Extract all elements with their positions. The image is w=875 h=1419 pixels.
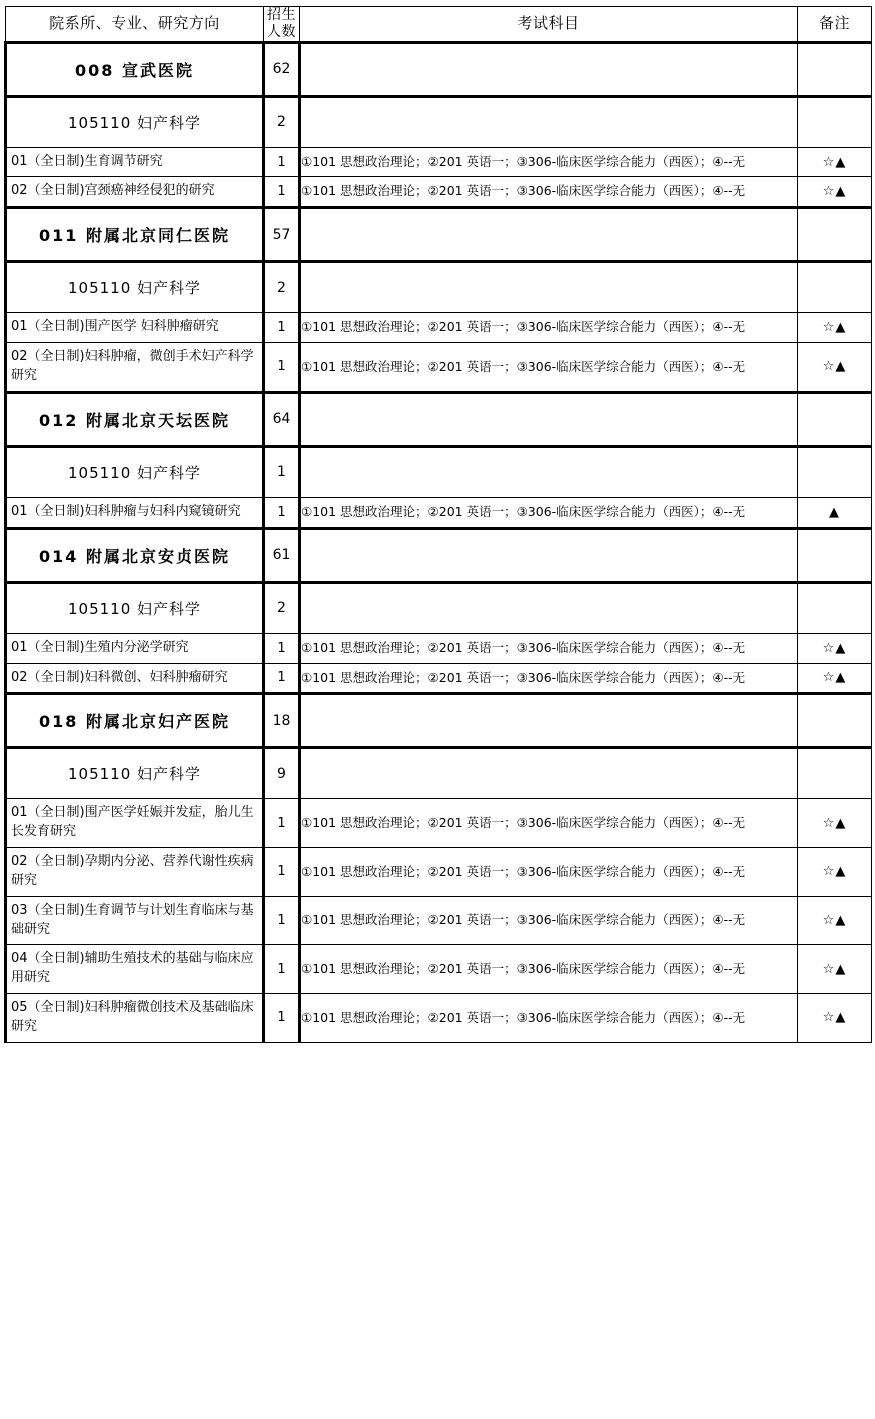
research-count: 1 (264, 633, 300, 663)
remark-badge: ☆▲ (798, 177, 872, 208)
major-name: 105110 妇产科学 (6, 262, 264, 313)
table-row (6, 343, 872, 393)
research-count: 1 (264, 945, 300, 994)
table-row (6, 896, 872, 945)
table-header-row (6, 7, 872, 43)
institution-subjects (300, 392, 798, 446)
research-direction: 01（全日制)生殖内分泌学研究 (6, 633, 264, 663)
remark-badge: ☆▲ (798, 147, 872, 177)
exam-subjects: ①101 思想政治理论；②201 英语一；③306-临床医学综合能力（西医）；④--无 (300, 663, 798, 694)
remark-badge: ☆▲ (798, 313, 872, 343)
major-row (6, 748, 872, 799)
research-direction: 03（全日制)生育调节与计划生育临床与基础研究 (6, 896, 264, 945)
major-row (6, 582, 872, 633)
remark-badge: ☆▲ (798, 945, 872, 994)
research-direction: 01（全日制)围产医学 妇科肿瘤研究 (6, 313, 264, 343)
table-row (6, 799, 872, 848)
exam-subjects: ①101 思想政治理论；②201 英语一；③306-临床医学综合能力（西医）；④--无 (300, 799, 798, 848)
header-note: 备注 (798, 7, 872, 43)
institution-name: 008 宣武医院 (6, 42, 264, 96)
research-count: 1 (264, 147, 300, 177)
remark-badge: ☆▲ (798, 343, 872, 393)
institution-row (6, 208, 872, 262)
table-row (6, 497, 872, 528)
institution-subjects (300, 42, 798, 96)
research-direction: 04（全日制)辅助生殖技术的基础与临床应用研究 (6, 945, 264, 994)
remark-badge: ☆▲ (798, 848, 872, 897)
research-direction: 02（全日制)宫颈癌神经侵犯的研究 (6, 177, 264, 208)
research-direction: 02（全日制)孕期内分泌、营养代谢性疾病研究 (6, 848, 264, 897)
exam-subjects: ①101 思想政治理论；②201 英语一；③306-临床医学综合能力（西医）；④--无 (300, 994, 798, 1043)
table-row (6, 177, 872, 208)
major-count: 9 (264, 748, 300, 799)
research-direction: 01（全日制)围产医学妊娠并发症，胎儿生长发育研究 (6, 799, 264, 848)
table-row (6, 848, 872, 897)
research-count: 1 (264, 799, 300, 848)
institution-count: 57 (264, 208, 300, 262)
admission-catalog-table (4, 6, 872, 1043)
institution-name: 012 附属北京天坛医院 (6, 392, 264, 446)
research-direction: 01（全日制)生育调节研究 (6, 147, 264, 177)
header-direction: 院系所、专业、研究方向 (6, 7, 264, 43)
major-subjects (300, 446, 798, 497)
table-row (6, 994, 872, 1043)
major-row (6, 446, 872, 497)
exam-subjects: ①101 思想政治理论；②201 英语一；③306-临床医学综合能力（西医）；④--无 (300, 945, 798, 994)
institution-note (798, 528, 872, 582)
table-row (6, 313, 872, 343)
exam-subjects: ①101 思想政治理论；②201 英语一；③306-临床医学综合能力（西医）；④--无 (300, 633, 798, 663)
major-subjects (300, 262, 798, 313)
header-count-line2: 人数 (267, 23, 296, 40)
header-count (264, 7, 300, 43)
institution-note (798, 42, 872, 96)
major-name: 105110 妇产科学 (6, 748, 264, 799)
research-count: 1 (264, 896, 300, 945)
research-count: 1 (264, 343, 300, 393)
institution-count: 61 (264, 528, 300, 582)
major-count: 2 (264, 262, 300, 313)
remark-badge: ☆▲ (798, 633, 872, 663)
research-direction: 02（全日制)妇科微创、妇科肿瘤研究 (6, 663, 264, 694)
research-count: 1 (264, 848, 300, 897)
institution-row (6, 528, 872, 582)
exam-subjects: ①101 思想政治理论；②201 英语一；③306-临床医学综合能力（西医）；④--无 (300, 147, 798, 177)
institution-note (798, 208, 872, 262)
major-count: 2 (264, 96, 300, 147)
institution-note (798, 392, 872, 446)
institution-row (6, 392, 872, 446)
research-direction: 05（全日制)妇科肿瘤微创技术及基础临床研究 (6, 994, 264, 1043)
exam-subjects: ①101 思想政治理论；②201 英语一；③306-临床医学综合能力（西医）；④--无 (300, 177, 798, 208)
header-subjects: 考试科目 (300, 7, 798, 43)
major-name: 105110 妇产科学 (6, 582, 264, 633)
research-direction: 02（全日制)妇科肿瘤，微创手术妇产科学研究 (6, 343, 264, 393)
major-note (798, 262, 872, 313)
major-note (798, 748, 872, 799)
major-note (798, 96, 872, 147)
major-note (798, 446, 872, 497)
institution-row (6, 694, 872, 748)
major-row (6, 96, 872, 147)
remark-badge: ☆▲ (798, 896, 872, 945)
institution-count: 62 (264, 42, 300, 96)
remark-badge: ☆▲ (798, 663, 872, 694)
institution-name: 018 附属北京妇产医院 (6, 694, 264, 748)
table-row (6, 147, 872, 177)
major-subjects (300, 748, 798, 799)
institution-note (798, 694, 872, 748)
major-row (6, 262, 872, 313)
institution-name: 011 附属北京同仁医院 (6, 208, 264, 262)
institution-row (6, 42, 872, 96)
institution-count: 64 (264, 392, 300, 446)
exam-subjects: ①101 思想政治理论；②201 英语一；③306-临床医学综合能力（西医）；④--无 (300, 497, 798, 528)
institution-subjects (300, 528, 798, 582)
institution-subjects (300, 208, 798, 262)
major-subjects (300, 96, 798, 147)
table-row (6, 945, 872, 994)
institution-count: 18 (264, 694, 300, 748)
table-row (6, 633, 872, 663)
research-count: 1 (264, 497, 300, 528)
exam-subjects: ①101 思想政治理论；②201 英语一；③306-临床医学综合能力（西医）；④--无 (300, 313, 798, 343)
remark-badge: ☆▲ (798, 799, 872, 848)
major-name: 105110 妇产科学 (6, 96, 264, 147)
major-note (798, 582, 872, 633)
remark-badge: ▲ (798, 497, 872, 528)
header-count-line1: 招生 (267, 7, 296, 23)
research-count: 1 (264, 994, 300, 1043)
table-row (6, 663, 872, 694)
exam-subjects: ①101 思想政治理论；②201 英语一；③306-临床医学综合能力（西医）；④--无 (300, 896, 798, 945)
institution-subjects (300, 694, 798, 748)
major-count: 1 (264, 446, 300, 497)
research-direction: 01（全日制)妇科肿瘤与妇科内窥镜研究 (6, 497, 264, 528)
research-count: 1 (264, 313, 300, 343)
remark-badge: ☆▲ (798, 994, 872, 1043)
major-name: 105110 妇产科学 (6, 446, 264, 497)
exam-subjects: ①101 思想政治理论；②201 英语一；③306-临床医学综合能力（西医）；④--无 (300, 343, 798, 393)
major-count: 2 (264, 582, 300, 633)
exam-subjects: ①101 思想政治理论；②201 英语一；③306-临床医学综合能力（西医）；④--无 (300, 848, 798, 897)
institution-name: 014 附属北京安贞医院 (6, 528, 264, 582)
research-count: 1 (264, 177, 300, 208)
major-subjects (300, 582, 798, 633)
research-count: 1 (264, 663, 300, 694)
